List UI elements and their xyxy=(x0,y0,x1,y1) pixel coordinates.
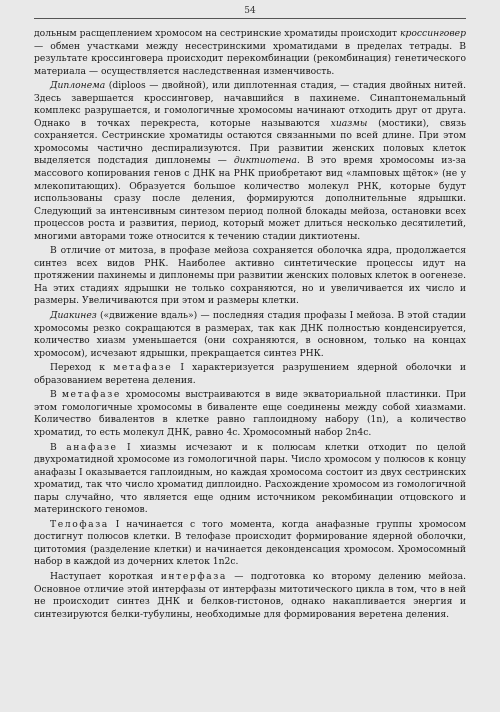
text-segment: — подготовка ко второму делению мейоза. Основное отличие этой интерфазы от интерфазы митотического цикла в том, что в ней не происходит синтез ДНК и белков-гистонов, однако накапливается энергия и синтезируются белки-тубулины, необходимые для формирования веретена деления. xyxy=(34,570,466,620)
paragraph-diplonema xyxy=(34,80,466,243)
text-segment: (diploos — двойной), или диплотенная стадия, — стадия двойных нитей. Здесь завершается кроссинговер, начавшийся в пахинеме. Синаптонемальный комплекс разрушается, и гомологичные хромосомы начинают отходить друг от друга. Однако в точках перекреста, которые называются xyxy=(34,80,466,129)
term-diplonema: Диплонема xyxy=(50,80,106,92)
term-metaphase: метафазе xyxy=(61,389,121,401)
text-segment: хромосомы выстраиваются в виде экваториальной пластинки. При этом гомологичные хромосомы в биваленте еще соединены между собой хиазмами. Количество бивалентов в клетке равно гаплоидному набору (1n), а количество хроматид, то есть молекул ДНК, равно 4с. Хромосомный набор 2n4c. xyxy=(34,389,466,438)
term-anaphase: анафазе xyxy=(66,441,118,453)
paragraph-telophase xyxy=(34,519,466,569)
term-metaphase: метафазе xyxy=(113,362,173,374)
paragraph-diakinesis xyxy=(34,310,466,360)
paragraph-interphase xyxy=(34,571,466,621)
term-diakinesis: Диакинез xyxy=(50,310,97,322)
text-segment: Переход к xyxy=(50,362,114,374)
term-chiasmata: хиазмы xyxy=(330,117,368,129)
text-segment: . В это время хромосомы из-за массового копирования генов с ДНК на РНК приобретают вид «ламповых щёток» (не у млекопитающих). Образуется большое количество молекул РНК, которые будут использованы сразу после деления, формируются дополнительные ядрышки. Следующий за интенсивным синтезом период полной блокады мейоза, остановки всех процессов роста и развития, период, который может длиться несколько десятилетий, многими авторами тоже относится к течению стадии диктиотены. xyxy=(34,155,466,242)
text-segment: I хиазмы исчезают и к полюсам клетки отходит по целой двухроматидной хромосоме из гомологичной пары. Число хромосом у полюсов к концу анафазы I оказывается гаплоидным, но каждая хромосома состоит из двух сестринских хроматид, так что число хроматид диплоидно. Расхождение хромосом из гомологичной пары случайно, что является еще одним источником рекомбинации отцовского и материнского геномов. xyxy=(34,441,466,516)
text-segment: I начинается с того момента, когда анафазные группы хромосом достигнут полюсов клетки. В телофазе происходит формирование ядерной оболочки, цитотомия (разделение клетки) и начинается деконденсация хромосом. Хромосомный набор в каждой из дочерних клеток 1n2c. xyxy=(34,518,466,568)
text-segment: дольным расщеплением хромосом на сестринские хроматиды происходит xyxy=(34,28,400,39)
text-segment: (мостики), связь сохраняется. Сестринские хроматиды остаются связанными по всей длине. При этом хромосомы частично деспирализуются. При развитии женских половых клеток выделяется подстадия диплонемы — xyxy=(34,117,467,167)
paragraph-anaphase xyxy=(34,442,466,517)
paragraph-nuclear-envelope xyxy=(34,245,466,308)
paragraph-metaphase xyxy=(34,389,466,439)
text-segment: В xyxy=(50,389,62,401)
term-interphase: интерфаза xyxy=(160,570,227,582)
text-segment: I характеризуется разрушением ядерной оболочки и образованием веретена деления. xyxy=(34,362,466,386)
text-segment: В xyxy=(50,441,67,453)
text-segment: — обмен участками между несестринскими хроматидами в пределах тетрады. В результате кроссинговера происходит перекомбинации (рекомбинация) генетического материала — осуществляется наследственная изменчивость. xyxy=(34,40,466,77)
term-crossing-over: кроссинговер xyxy=(400,28,466,39)
paragraph-metaphase-transition xyxy=(34,362,466,387)
term-dictyotene: диктиотена xyxy=(233,155,297,167)
page-number: 54 xyxy=(244,6,256,16)
term-telophase: Телофаза xyxy=(50,518,109,530)
text-segment: Наступает короткая xyxy=(50,570,161,582)
header-rule xyxy=(34,18,466,19)
text-segment: («движение вдаль») — последняя стадия профазы I мейоза. В этой стадии хромосомы резко сокращаются в размерах, так как ДНК полностью конденсируется, количество хиазм уменьшается (они сохраняются, в основном, только на концах хромосом), исчезают ядрышки, прекращается синтез РНК. xyxy=(34,310,466,359)
paragraph-crossing-over xyxy=(34,28,466,78)
text-segment: В отличие от митоза, в профазе мейоза сохраняется оболочка ядра, продолжается синтез всех видов РНК. Наиболее активно синтетические процессы идут на протяжении пахинемы и диплонемы при развитии женских половых клеток в оогенезе. На этих стадиях ядрышки не только сохраняются, но и увеличивается их число и размеры. Увеличиваются при этом и размеры клетки. xyxy=(34,245,466,307)
body-text xyxy=(34,28,466,621)
